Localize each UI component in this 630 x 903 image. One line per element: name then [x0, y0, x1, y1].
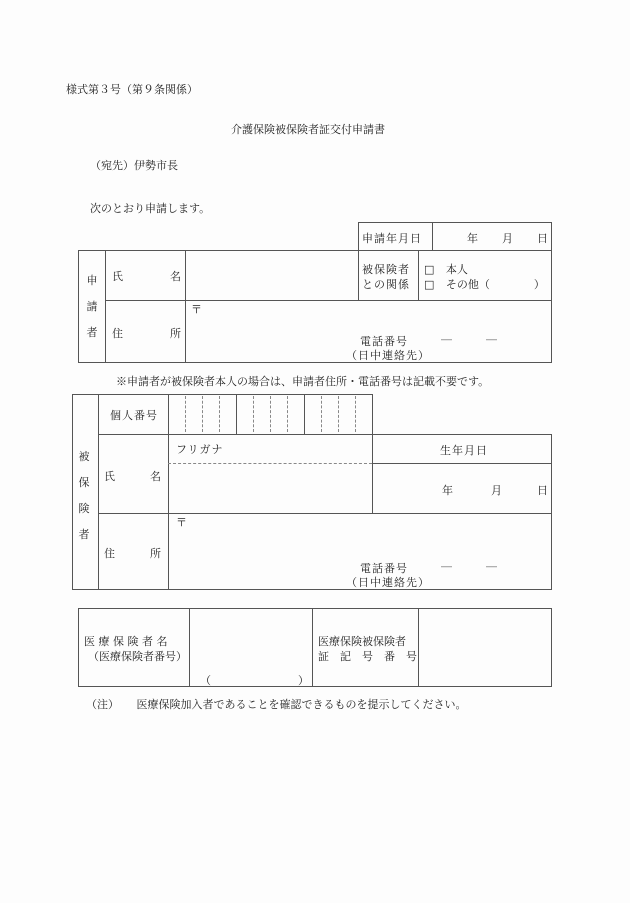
mynumber-input[interactable] [170, 396, 374, 434]
relation-label-1: 被保険者 [362, 263, 410, 276]
insurer-number-label: （医療保険者番号） [88, 650, 187, 663]
application-date-year: 年 [467, 232, 478, 245]
insured-section-label: 被 保 険 者 [78, 450, 90, 541]
phone-dash: ― [441, 333, 452, 346]
applicant-phone-input[interactable] [420, 331, 524, 349]
insurer-number-input[interactable] [212, 670, 300, 686]
intro-text: 次のとおり申請します。 [90, 202, 211, 215]
postal-mark-icon: 〒 [176, 516, 187, 529]
insured-name-label-2: 名 [150, 470, 161, 483]
phone-dash: ― [486, 560, 497, 573]
mynumber-label: 個人番号 [110, 409, 158, 422]
footnote-text: 医療保険加入者であることを確認できるものを提示してください。 [136, 698, 467, 711]
applicant-address-input[interactable] [205, 303, 549, 331]
card-number-input[interactable] [421, 611, 552, 685]
insured-phone-sub: （日中連絡先） [346, 576, 430, 589]
insurer-name-input[interactable] [192, 611, 313, 663]
form-number: 様式第３号（第９条関係） [66, 83, 198, 96]
phone-dash: ― [486, 333, 497, 346]
insurer-name-label: 医 療 保 険 者 名 [84, 635, 168, 648]
postal-mark-icon: 〒 [191, 303, 202, 316]
applicant-phone-label: 電話番号 [360, 335, 408, 348]
checkbox-icon[interactable]: □ [424, 278, 435, 291]
form-title: 介護保険被保険者証交付申請書 [231, 123, 385, 136]
furigana-input[interactable] [230, 437, 372, 461]
birthdate-label: 生年月日 [440, 444, 488, 457]
footnote [86, 696, 467, 712]
relation-option-self[interactable]: □ 本人 [424, 263, 468, 276]
card-number-label-1: 医療保険被保険者 [318, 635, 406, 648]
birth-day: 日 [537, 484, 548, 497]
birth-month: 月 [491, 484, 502, 497]
relation-option-other[interactable]: □ その他（ ） [424, 278, 545, 291]
insured-name-input[interactable] [171, 466, 373, 512]
footnote-marker: （注） [86, 698, 119, 711]
furigana-label: フリガナ [176, 443, 224, 456]
insured-address-label-1: 住 [104, 547, 115, 560]
checkbox-icon[interactable]: □ [424, 263, 435, 276]
application-date-day: 日 [537, 232, 548, 245]
relation-label-2: との関係 [362, 278, 410, 291]
birth-year: 年 [442, 484, 453, 497]
birthdate-input[interactable] [376, 466, 440, 512]
applicant-note: ※申請者が被保険者本人の場合は、申請者住所・電話番号は記載不要です。 [116, 375, 490, 388]
applicant-name-label-1: 氏 [112, 270, 123, 283]
applicant-name-label-2: 名 [170, 270, 181, 283]
applicant-section-label: 申 請 者 [86, 274, 98, 339]
insured-address-input[interactable] [190, 516, 549, 546]
insured-address-label-2: 所 [150, 547, 161, 560]
card-number-label-2: 証 記 号 番 号 [318, 650, 417, 663]
insured-name-label-1: 氏 [104, 470, 115, 483]
applicant-address-label-1: 住 [112, 327, 123, 340]
insured-phone-label: 電話番号 [360, 562, 408, 575]
application-date-input[interactable] [434, 224, 468, 250]
application-date-label: 申請年月日 [362, 232, 422, 245]
application-date-month: 月 [502, 232, 513, 245]
insurer-number-close: ） [298, 674, 309, 687]
insured-phone-input[interactable] [420, 558, 524, 576]
insurer-number-open: （ [200, 674, 211, 687]
applicant-name-input[interactable] [188, 253, 360, 299]
phone-dash: ― [441, 560, 452, 573]
applicant-phone-sub: （日中連絡先） [346, 349, 430, 362]
addressee: （宛先）伊勢市長 [90, 159, 178, 172]
applicant-address-label-2: 所 [170, 327, 181, 340]
